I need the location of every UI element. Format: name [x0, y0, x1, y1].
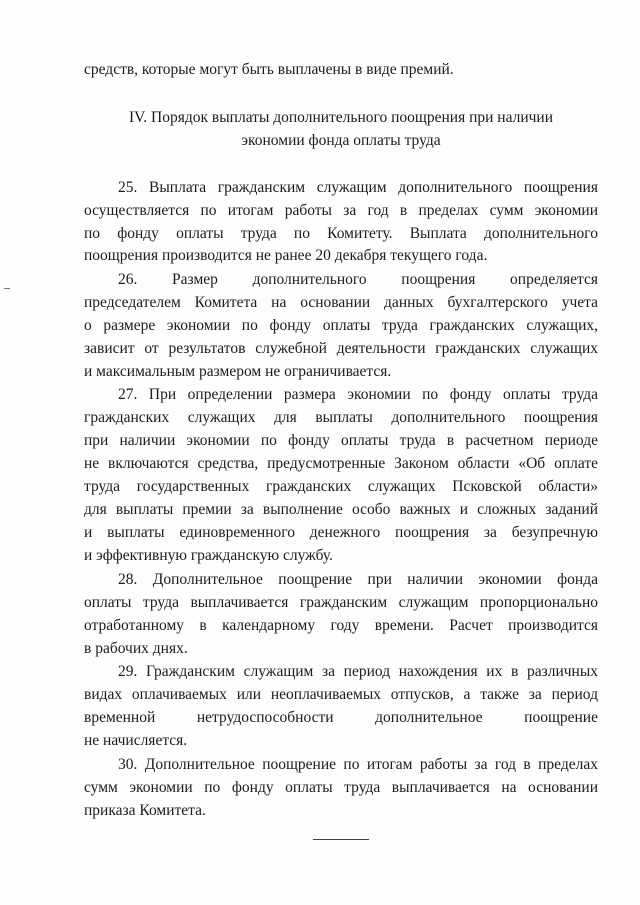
paragraph-26-line: и максимальным размером не ограничивается. — [84, 363, 392, 380]
paragraph-29-line: видах оплачиваемых или неоплачиваемых отпусков, а также за период — [84, 686, 598, 703]
paragraph-27-line: при наличии экономии по фонду оплаты труда в расчетном периоде — [84, 432, 598, 449]
paragraph-27-line: труда государственных гражданских служащих Псковской области» — [84, 478, 598, 495]
paragraph-27-line: и выплаты единовременного денежного поощрения за безупречную — [84, 524, 598, 541]
paragraph-27-line: 27. При определении размера экономии по фонду оплаты труда — [118, 386, 598, 403]
paragraph-25-line: по фонду оплаты труда по Комитету. Выплата дополнительного — [84, 225, 598, 242]
paragraph-26-line: зависит от результатов служебной деятельности гражданских служащих — [84, 340, 598, 357]
paragraph-27-line: для выплаты премии за выполнение особо важных и сложных заданий — [84, 501, 598, 518]
paragraph-28-line: оплаты труда выплачивается гражданским служащим пропорционально — [84, 594, 598, 611]
paragraph-26-line: председателем Комитета на основании данных бухгалтерского учета — [84, 294, 598, 311]
paragraph-25-line: поощрения производится не ранее 20 декабря текущего года. — [84, 247, 488, 264]
paragraph-27-line: гражданских служащих для выплаты дополнительного поощрения — [84, 409, 598, 426]
paragraph-27-line: и эффективную гражданскую службу. — [84, 547, 334, 564]
paragraph-29-line: не начисляется. — [84, 732, 188, 749]
paragraph-28-line: отработанному в календарному году времени. Расчет производится — [84, 617, 598, 634]
paragraph-30-line: 30. Дополнительное поощрение по итогам работы за год в пределах — [118, 756, 598, 773]
paragraph-28-line: 28. Дополнительное поощрение при наличии экономии фонда — [118, 571, 598, 588]
text-line: средств, которые могут быть выплачены в виде премий. — [84, 61, 454, 78]
margin-mark — [4, 288, 10, 289]
paragraph-25-line: осуществляется по итогам работы за год в пределах сумм экономии — [84, 202, 598, 219]
paragraph-26-line: 26. Размер дополнительного поощрения определяется — [118, 271, 598, 288]
paragraph-30-line: сумм экономии по фонду оплаты труда выплачивается на основании — [84, 779, 598, 796]
section-heading-line-1: IV. Порядок выплаты дополнительного поощрения при наличии — [128, 109, 554, 126]
paragraph-29-line: временной нетрудоспособности дополнительное поощрение — [84, 709, 598, 726]
paragraph-26-line: о размере экономии по фонду оплаты труда гражданских служащих, — [84, 317, 598, 334]
section-heading-line-2: экономии фонда оплаты труда — [241, 132, 441, 149]
paragraph-29-line: 29. Гражданским служащим за период нахождения их в различных — [118, 663, 598, 680]
end-of-text-rule — [313, 839, 369, 840]
paragraph-28-line: в рабочих днях. — [84, 640, 188, 657]
paragraph-30-line: приказа Комитета. — [84, 802, 206, 819]
paragraph-25-line: 25. Выплата гражданским служащим дополнительного поощрения — [118, 179, 598, 196]
paragraph-27-line: не включаются средства, предусмотренные Законом области «Об оплате — [84, 455, 598, 472]
